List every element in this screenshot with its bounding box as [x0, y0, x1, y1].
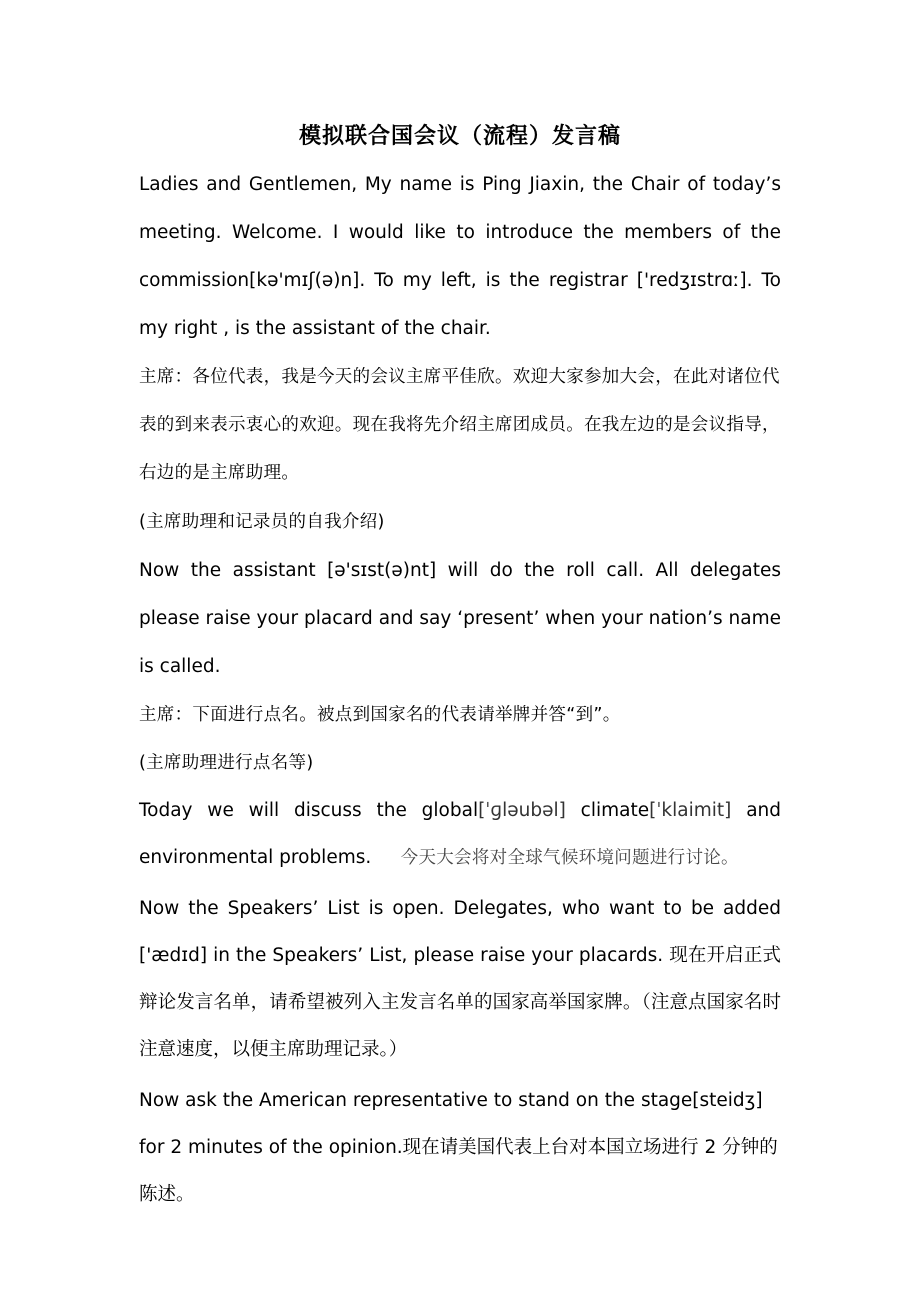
paragraph-self-intro-note: (主席助理和记录员的自我介绍) — [139, 512, 385, 532]
paragraph-topic — [139, 787, 781, 882]
topic-text-climate: climate — [565, 800, 650, 821]
topic-text-rest: and environmental problems. — [139, 800, 782, 868]
topic-phonetic-climate: [ˈklaimit] — [649, 800, 732, 821]
topic-text-cn: 今天大会将对全球气候环境问题进行讨论。 — [400, 848, 739, 868]
topic-phonetic-global: [ˈɡləubəl] — [478, 800, 566, 821]
document-title: 模拟联合国会议（流程）发言稿 — [298, 123, 621, 149]
paragraph-chair-intro-en: Ladies and Gentlemen, My name is Ping Jiaxin, the Chair of today’s meeting. Welcome. I would like to introduce the members of the commission[kə'mɪʃ(ə)n]. To my left, is the registrar ['redʒɪstrɑː]. To my right , is the assistant of the chair. — [139, 174, 781, 339]
topic-text-en: Today we will discuss the global — [139, 800, 479, 821]
paragraph-chair-intro-cn: 主席：各位代表，我是今天的会议主席平佳欣。欢迎大家参加大会，在此对诸位代表的到来表示衷心的欢迎。现在我将先介绍主席团成员。在我左边的是会议指导，右边的是主席助理。 — [139, 367, 780, 483]
paragraph-speakers-list: Now the Speakers’ List is open. Delegates, who want to be added ['ædɪd] in the Speakers’ List, please raise your placards. 现在开启正式辩论发言名单，请希望被列入主发言名单的国家高举国家牌。（注意点国家名时注意速度，以便主席助理记录。） — [139, 898, 781, 1060]
paragraph-roll-call-en: Now the assistant [ə'sɪst(ə)nt] will do the roll call. All delegates please raise your placard and say ‘present’ when your nation’s name is called. — [139, 560, 781, 677]
paragraph-american-representative: Now ask the American representative to stand on the stage[steidʒ] for 2 minutes of the opinion.现在请美国代表上台对本国立场进行 2 分钟的陈述。 — [139, 1090, 778, 1205]
paragraph-roll-call-note: (主席助理进行点名等) — [139, 753, 314, 773]
paragraph-roll-call-cn: 主席：下面进行点名。被点到国家名的代表请举牌并答“到”。 — [139, 705, 621, 725]
